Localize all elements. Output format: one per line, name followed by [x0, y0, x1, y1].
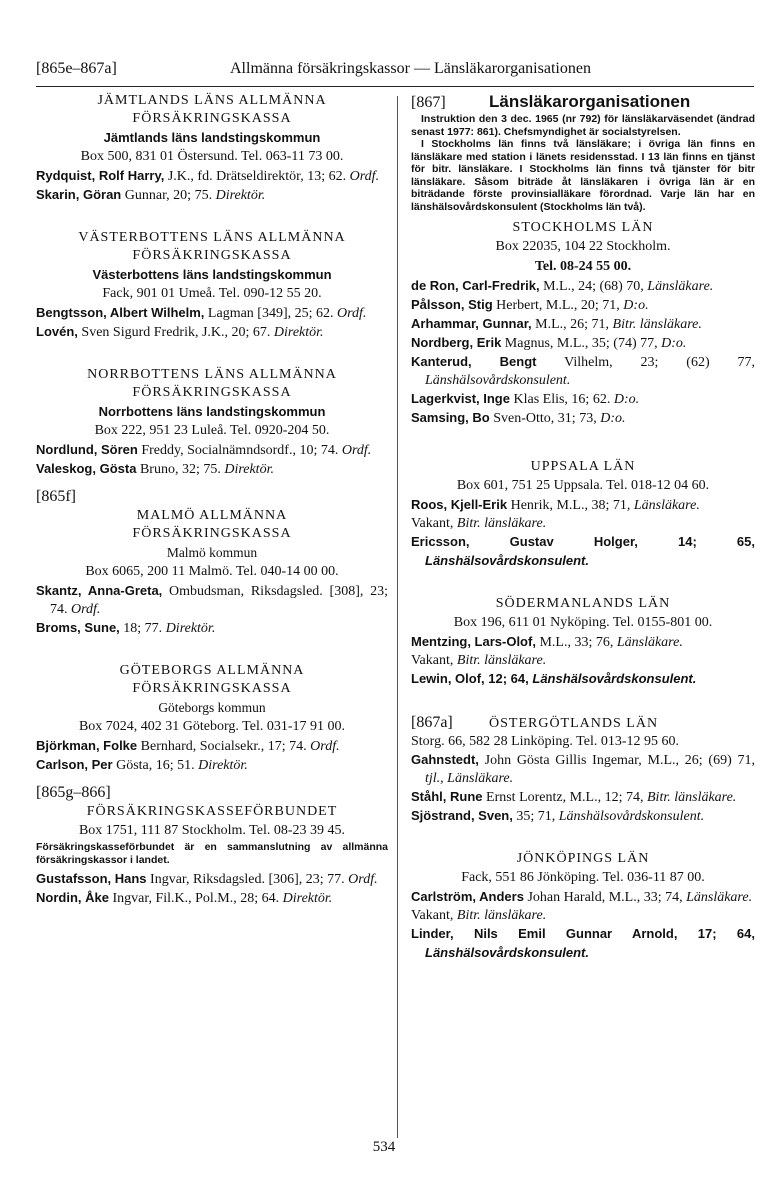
- header-title: Allmänna försäkringskassor — Länsläkarorganisationen: [230, 60, 591, 77]
- person-entry: Vakant, Bitr. länsläkare.: [411, 516, 547, 531]
- section-vasterbotten: [36, 229, 388, 342]
- person-entry: Skarin, Göran Gunnar, 20; 75. Direktör.: [36, 187, 266, 203]
- section-title: FÖRSÄKRINGSKASSA: [132, 111, 292, 126]
- section-title: FÖRSÄKRINGSKASSA: [132, 248, 292, 263]
- section-title: MALMÖ ALLMÄNNA: [136, 508, 288, 523]
- person-entry: Kanterud, Bengt Vilhelm, 23; (62) 77, Länshälsovårdskonsulent.: [411, 354, 755, 388]
- address: Box 7024, 402 31 Göteborg. Tel. 031-17 91 00.: [78, 719, 346, 734]
- person-entry: Nordin, Åke Ingvar, Fil.K., Pol.M., 28; 64. Direktör.: [36, 890, 333, 906]
- section-ostergotland: [411, 713, 755, 826]
- person-entry: Roos, Kjell-Erik Henrik, M.L., 38; 71, Länsläkare.: [411, 497, 700, 513]
- section-title: SÖDERMANLANDS LÄN: [495, 596, 671, 611]
- section-title: ÖSTERGÖTLANDS LÄN: [489, 716, 659, 731]
- section-number: [865g–866]: [36, 784, 111, 801]
- section-forbund: [36, 783, 388, 908]
- section-heading: [411, 713, 755, 733]
- section-title: GÖTEBORGS ALLMÄNNA: [119, 663, 305, 678]
- person-entry: Rydquist, Rolf Harry, J.K., fd. Drätseldirektör, 13; 62. Ordf.: [36, 168, 380, 184]
- address: Fack, 551 86 Jönköping. Tel. 036-11 87 00.: [461, 870, 705, 885]
- section-stockholm: [411, 219, 755, 428]
- person-entry: Nordlund, Sören Freddy, Socialnämndsordf., 10; 74. Ordf.: [36, 442, 372, 458]
- person-entry: Valeskog, Gösta Bruno, 32; 75. Direktör.: [36, 461, 274, 477]
- person-entry: Vakant, Bitr. länsläkare.: [411, 908, 547, 923]
- person-entry: Pålsson, Stig Herbert, M.L., 20; 71, D:o.: [411, 297, 649, 313]
- section-title: JÖNKÖPINGS LÄN: [516, 851, 650, 866]
- person-entry: Gustafsson, Hans Ingvar, Riksdagsled. [306], 23; 77. Ordf.: [36, 871, 378, 887]
- person-entry: Lovén, Sven Sigurd Fredrik, J.K., 20; 67. Direktör.: [36, 324, 324, 340]
- person-entry: Mentzing, Lars-Olof, M.L., 33; 76, Länsläkare.: [411, 634, 683, 650]
- section-note: Försäkringskasseförbundet är en sammanslutning av allmänna försäkringskassor i landet.: [36, 841, 388, 866]
- section-title: FÖRSÄKRINGSKASSA: [132, 526, 292, 541]
- section-subtitle: Jämtlands läns landstingskommun: [103, 130, 321, 145]
- section-heading: [411, 92, 755, 113]
- address: Storg. 66, 582 28 Linköping. Tel. 013-12 95 60.: [411, 734, 680, 749]
- header-section-range: [865e–867a]: [36, 60, 117, 77]
- section-norrbotten: [36, 366, 388, 479]
- section-subtitle: Göteborgs kommun: [158, 700, 266, 715]
- person-entry: Arhammar, Gunnar, M.L., 26; 71, Bitr. länsläkare.: [411, 316, 702, 332]
- address: Box 601, 751 25 Uppsala. Tel. 018-12 04 60.: [456, 478, 710, 493]
- person-entry: Skantz, Anna-Greta, Ombudsman, Riksdagsled. [308], 23; 74. Ordf.: [36, 583, 388, 617]
- person-entry: Samsing, Bo Sven-Otto, 31; 73, D:o.: [411, 410, 626, 426]
- header-rule: [36, 86, 754, 87]
- address: Box 1751, 111 87 Stockholm. Tel. 08-23 39 45.: [78, 823, 346, 838]
- section-title: FÖRSÄKRINGSKASSA: [132, 385, 292, 400]
- page-number: 534: [372, 1139, 396, 1155]
- section-lanslakarorganisationen: [411, 92, 755, 213]
- person-entry: Gahnstedt, John Gösta Gillis Ingemar, M.L., 26; (69) 71, tjl., Länsläkare.: [411, 752, 755, 786]
- person-entry: Ericsson, Gustav Holger, 14; 65, Länshälsovårdskonsulent.: [411, 534, 755, 568]
- section-subtitle: Norrbottens läns landstingskommun: [98, 404, 326, 419]
- instruction-note: Instruktion den 3 dec. 1965 (nr 792) för länsläkarväsendet (ändrad senast 1977: 861). Chefsmyndighet är socialstyrelsen.: [411, 113, 755, 138]
- section-sodermanland: [411, 595, 755, 689]
- address: Box 500, 831 01 Östersund. Tel. 063-11 73 00.: [80, 149, 344, 164]
- section-uppsala: [411, 458, 755, 571]
- section-subtitle: Malmö kommun: [166, 545, 258, 560]
- person-entry: Vakant, Bitr. länsläkare.: [411, 653, 547, 668]
- person-entry: Lagerkvist, Inge Klas Elis, 16; 62. D:o.: [411, 391, 640, 407]
- person-entry: de Ron, Carl-Fredrik, M.L., 24; (68) 70, Länsläkare.: [411, 278, 714, 294]
- section-title: JÄMTLANDS LÄNS ALLMÄNNA: [97, 93, 327, 108]
- section-title: STOCKHOLMS LÄN: [512, 220, 654, 235]
- person-entry: Carlström, Anders Johan Harald, M.L., 33; 74, Länsläkare.: [411, 889, 753, 905]
- person-entry: Bengtsson, Albert Wilhelm, Lagman [349], 25; 62. Ordf.: [36, 305, 367, 321]
- left-column: [36, 92, 388, 908]
- phone: Tel. 08-24 55 00.: [534, 259, 632, 274]
- person-entry: Ståhl, Rune Ernst Lorentz, M.L., 12; 74, Bitr. länsläkare.: [411, 789, 737, 805]
- instruction-note: I Stockholms län finns två länsläkare; i övriga län finns en länsläkare med station i länets residensstad. I 13 län finns en tjänst för bitr. länsläkare. I Stockholms län finns två tjänster för bitr länsläkare. Såsom biträde åt länsläkaren i övriga län är en biträdande förste provinsialläkare förordnad. Varje län har en länshälsovårdskonsulent (Stockholms län två).: [411, 138, 755, 213]
- section-title: FÖRSÄKRINGSKASSEFÖRBUNDET: [86, 804, 338, 819]
- person-entry: Broms, Sune, 18; 77. Direktör.: [36, 620, 216, 636]
- right-column: [411, 92, 755, 963]
- column-divider: [397, 96, 398, 1138]
- address: Box 196, 611 01 Nyköping. Tel. 0155-801 00.: [453, 615, 713, 630]
- running-header: [36, 60, 756, 82]
- address: Box 6065, 200 11 Malmö. Tel. 040-14 00 00.: [85, 564, 339, 579]
- section-jamtland: [36, 92, 388, 205]
- person-entry: Linder, Nils Emil Gunnar Arnold, 17; 64, Länshälsovårdskonsulent.: [411, 926, 755, 960]
- section-subtitle: Västerbottens läns landstingskommun: [92, 267, 332, 282]
- section-title: UPPSALA LÄN: [530, 459, 636, 474]
- section-malmo: [36, 487, 388, 638]
- section-title: FÖRSÄKRINGSKASSA: [132, 681, 292, 696]
- address: Fack, 901 01 Umeå. Tel. 090-12 55 20.: [102, 286, 322, 301]
- person-entry: Carlson, Per Gösta, 16; 51. Direktör.: [36, 757, 248, 773]
- section-goteborg: [36, 662, 388, 775]
- person-entry: Sjöstrand, Sven, 35; 71, Länshälsovårdskonsulent.: [411, 808, 705, 824]
- section-number: [865f]: [36, 488, 76, 505]
- section-jonkoping: [411, 850, 755, 963]
- person-entry: Björkman, Folke Bernhard, Socialsekr., 17; 74. Ordf.: [36, 738, 340, 754]
- section-number: [867a]: [411, 714, 453, 731]
- section-title: NORRBOTTENS LÄNS ALLMÄNNA: [87, 367, 337, 382]
- section-number: [867]: [411, 94, 446, 111]
- address: Box 22035, 104 22 Stockholm.: [495, 239, 671, 254]
- person-entry: Nordberg, Erik Magnus, M.L., 35; (74) 77, D:o.: [411, 335, 687, 351]
- person-entry: Lewin, Olof, 12; 64, Länshälsovårdskonsulent.: [411, 671, 697, 686]
- section-title: Länsläkarorganisationen: [489, 92, 691, 111]
- address: Box 222, 951 23 Luleå. Tel. 0920-204 50.: [94, 423, 330, 438]
- section-title: VÄSTERBOTTENS LÄNS ALLMÄNNA: [78, 230, 346, 245]
